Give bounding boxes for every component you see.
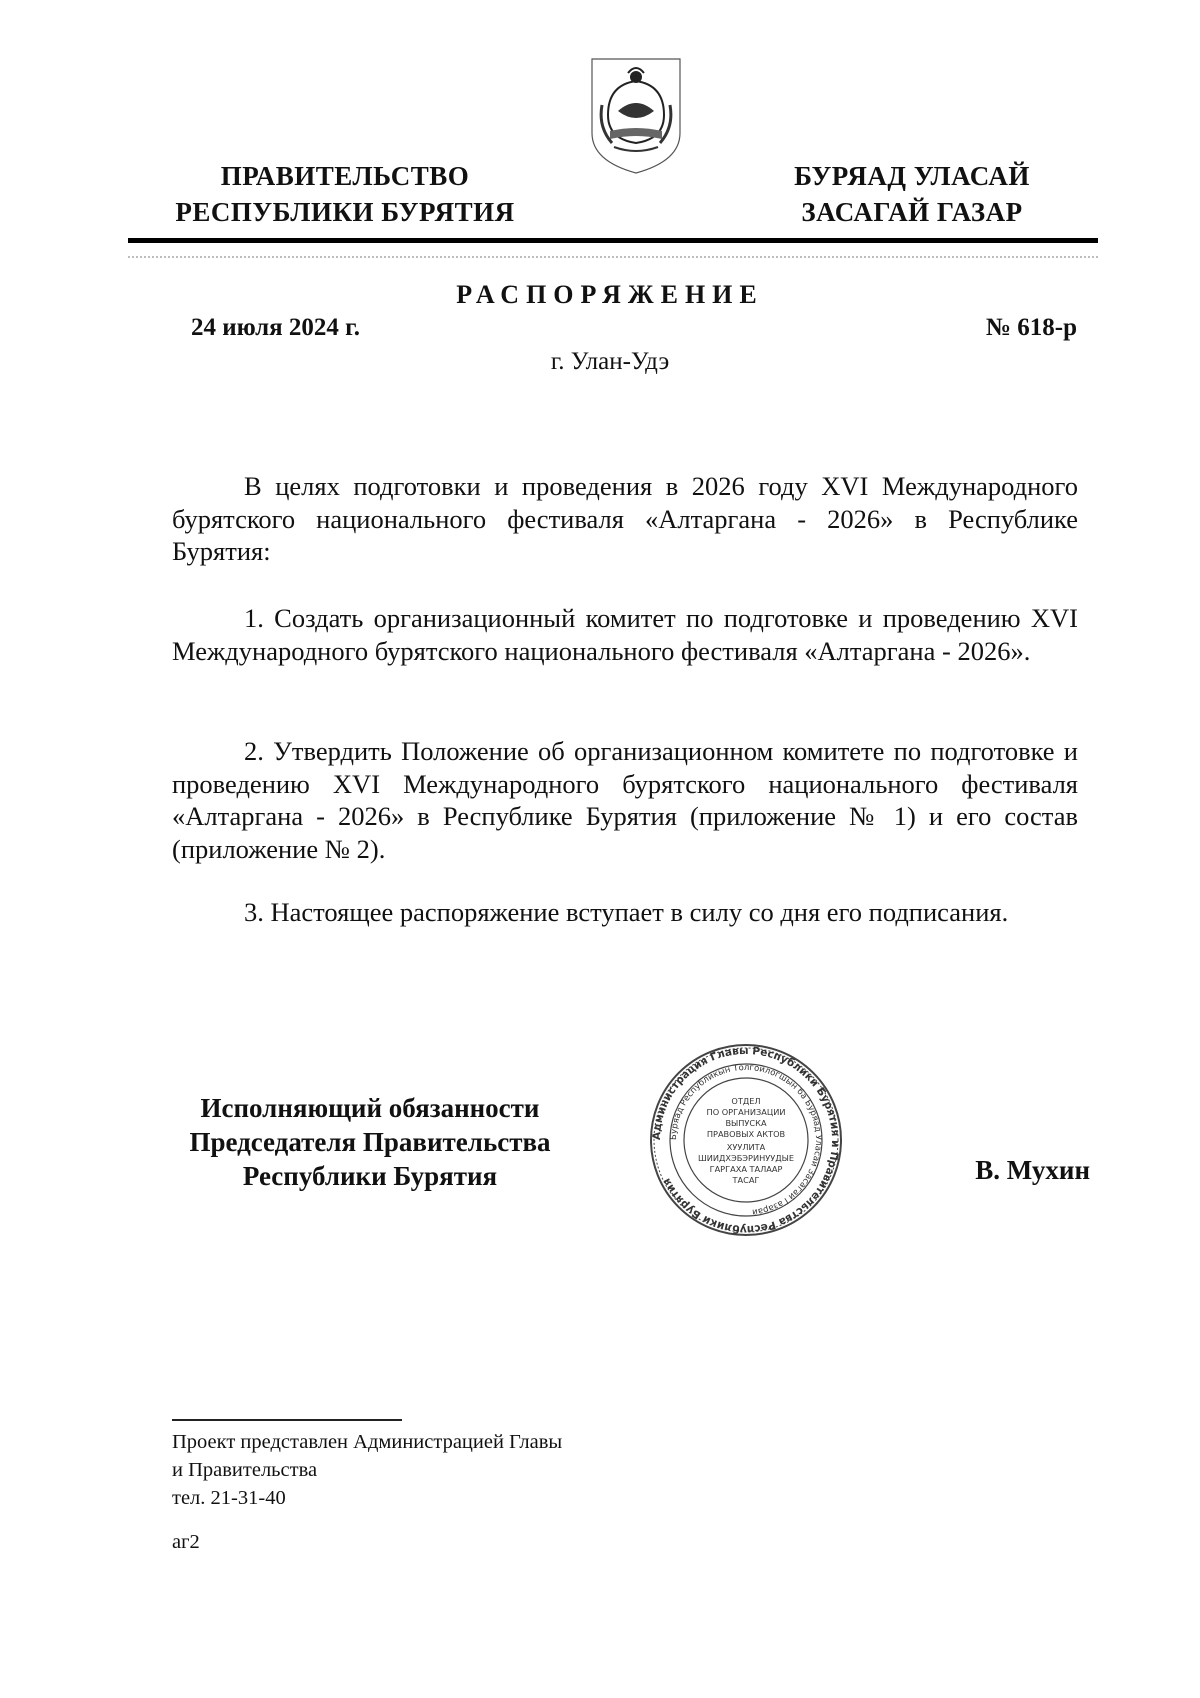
stamp-outer-text: Администрация Главы Республики Бурятия и Правительства Республики Бурятия bbox=[650, 1044, 842, 1236]
stamp-center-line-6: ШИИДХЭБЭРИНУУДЫЕ bbox=[697, 1153, 795, 1163]
header-rule-dotted bbox=[128, 256, 1098, 258]
header-rule bbox=[128, 238, 1098, 243]
header-right bbox=[742, 158, 1082, 230]
footnote-phone: тел. 21-31-40 bbox=[172, 1487, 286, 1509]
footnote bbox=[172, 1428, 562, 1512]
item-3-paragraph bbox=[172, 896, 1078, 929]
item-1-text: 1. Создать организационный комитет по подготовке и проведению XVI Международного бурятского национального фестиваля «Алтаргана - 2026». bbox=[172, 603, 1078, 666]
stamp-inner-ring-text: Буряад Республикын Толгойлогшын ба Буряад Уласай Засагай Газарай bbox=[668, 1062, 824, 1217]
stamp-center-line-3: ВЫПУСКА bbox=[725, 1118, 767, 1128]
stamp-center-line-2: ПО ОРГАНИЗАЦИИ bbox=[706, 1107, 786, 1117]
preamble-paragraph bbox=[172, 470, 1078, 568]
item-2-text: 2. Утвердить Положение об организационном комитете по подготовке и проведению XVI Международного бурятского национального фестиваля «Алтаргана - 2026» в Республике Бурятия (приложение № 1) и его состав (приложение № 2). bbox=[172, 736, 1078, 864]
signature-line1: Исполняющий обязанности bbox=[200, 1093, 540, 1123]
signature-line3: Республики Бурятия bbox=[242, 1161, 498, 1191]
preamble-text: В целях подготовки и проведения в 2026 году XVI Международного бурятского национального фестиваля «Алтаргана - 2026» в Республике Бурятия: bbox=[172, 471, 1078, 566]
svg-text:Администрация Главы Республики bbox=[651, 1045, 841, 1235]
item-1-paragraph bbox=[172, 602, 1078, 667]
document-date: 24 июля 2024 г. bbox=[191, 314, 360, 341]
header-right-line1: БУРЯАД УЛАСАЙ bbox=[794, 161, 1030, 191]
document-code: аг2 bbox=[172, 1531, 200, 1553]
document-number: № 618-р bbox=[985, 314, 1077, 341]
stamp-center-line-7: ГАРГАХА ТАЛААР bbox=[709, 1164, 783, 1174]
header-left bbox=[150, 158, 540, 230]
footnote-line1: Проект представлен Администрацией Главы bbox=[172, 1431, 563, 1453]
header-left-line1: ПРАВИТЕЛЬСТВО bbox=[220, 161, 470, 191]
item-3-text: 3. Настоящее распоряжение вступает в силу со дня его подписания. bbox=[244, 897, 1009, 927]
item-2-paragraph bbox=[172, 735, 1078, 865]
signature-line2: Председателя Правительства bbox=[189, 1127, 551, 1157]
stamp-center-line-1: ОТДЕЛ bbox=[731, 1096, 761, 1106]
footnote-rule bbox=[172, 1419, 402, 1421]
coat-of-arms-icon bbox=[588, 55, 684, 177]
stamp-center-line-8: ТАСАГ bbox=[732, 1175, 760, 1185]
document-city: г. Улан-Удэ bbox=[550, 348, 670, 375]
document-title: РАСПОРЯЖЕНИЕ bbox=[456, 280, 764, 309]
stamp-center-line-5: ХУУЛИТА bbox=[726, 1142, 766, 1152]
stamp-center-line-4: ПРАВОВЫХ АКТОВ bbox=[706, 1129, 786, 1139]
header-right-line2: ЗАСАГАЙ ГАЗАР bbox=[801, 197, 1023, 227]
signatory-name: В. Мухин bbox=[975, 1155, 1090, 1185]
footnote-line2: и Правительства bbox=[172, 1459, 318, 1481]
signature-title bbox=[160, 1091, 580, 1193]
official-stamp-icon bbox=[648, 1042, 844, 1238]
header-left-line2: РЕСПУБЛИКИ БУРЯТИЯ bbox=[175, 197, 515, 227]
